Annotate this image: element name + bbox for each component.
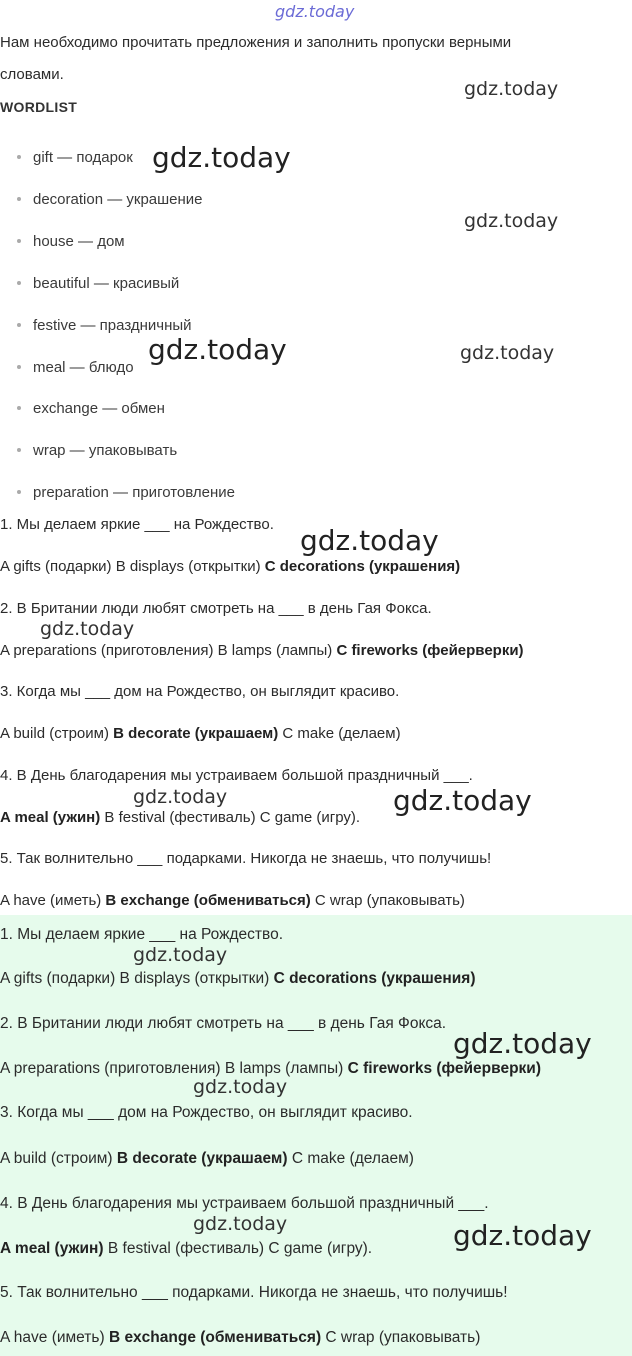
watermark-text: gdz.today (40, 618, 135, 640)
wordlist-item (17, 484, 235, 502)
options-text: A gifts (подарки) B displays (открытки) (0, 970, 274, 987)
options-text: C wrap (упаковывать) (310, 892, 465, 909)
bullet-icon (17, 365, 21, 369)
watermark-text: gdz.today (152, 141, 291, 174)
options-text: A build (строим) (0, 1150, 117, 1167)
options-text: A have (иметь) (0, 1329, 109, 1346)
wordlist-item (17, 149, 133, 167)
correct-answer: C decorations (украшения) (273, 970, 476, 987)
bullet-icon (17, 490, 21, 494)
wordlist-item-text: wrap — упаковывать (33, 442, 178, 459)
options-text: A build (строим) (0, 725, 114, 742)
watermark-text: gdz.today (133, 786, 228, 808)
question-text: 3. Когда мы ___ дом на Рождество, он выглядит красиво. (0, 1104, 413, 1121)
options-line (0, 642, 524, 660)
options-text: C make (делаем) (278, 725, 401, 742)
options-line (0, 1329, 480, 1347)
watermark-text: gdz.today (275, 2, 355, 21)
wordlist-item (17, 442, 177, 460)
options-text: A have (иметь) (0, 892, 106, 909)
watermark-text: gdz.today (464, 78, 559, 100)
options-line (0, 892, 465, 910)
question-text: 1. Мы делаем яркие ___ на Рождество. (0, 516, 274, 533)
question-text: 5. Так волнительно ___ подарками. Никогда не знаешь, что получишь! (0, 850, 492, 867)
options-line (0, 970, 476, 988)
options-line (0, 1150, 414, 1168)
options-text: B festival (фестиваль) C game (игру). (103, 1240, 373, 1257)
wordlist-item (17, 275, 179, 293)
correct-answer: C fireworks (фейерверки) (336, 642, 524, 659)
bullet-icon (17, 197, 21, 201)
watermark-text: gdz.today (193, 1213, 288, 1235)
wordlist-item (17, 400, 165, 418)
intro-line-2: словами. (0, 66, 64, 83)
correct-answer: C decorations (украшения) (264, 558, 461, 575)
wordlist-heading: WORDLIST (0, 99, 78, 115)
options-text: A preparations (приготовления) B lamps (лампы) (0, 1060, 348, 1077)
bullet-icon (17, 406, 21, 410)
bullet-icon (17, 281, 21, 285)
options-line (0, 558, 460, 576)
wordlist-item-text: festive — праздничный (33, 317, 192, 334)
question-text: 5. Так волнительно ___ подарками. Никогда не знаешь, что получишь! (0, 1284, 508, 1301)
watermark-text: gdz.today (300, 524, 439, 557)
wordlist-item (17, 359, 134, 377)
correct-answer: B exchange (обмениваться) (108, 1329, 322, 1346)
correct-answer: A meal (ужин) (0, 809, 101, 826)
watermark-text: gdz.today (393, 784, 532, 817)
wordlist-item-text: decoration — украшение (33, 191, 203, 208)
options-text: B festival (фестиваль) C game (игру). (100, 809, 361, 826)
options-text: A gifts (подарки) B displays (открытки) (0, 558, 265, 575)
bullet-icon (17, 239, 21, 243)
bullet-icon (17, 323, 21, 327)
bullet-icon (17, 448, 21, 452)
wordlist-item-text: beautiful — красивый (33, 275, 180, 292)
options-line (0, 809, 360, 827)
watermark-text: gdz.today (133, 944, 228, 966)
watermark-text: gdz.today (148, 333, 287, 366)
wordlist-item-text: meal — блюдо (33, 359, 134, 376)
wordlist-item-text: preparation — приготовление (33, 484, 235, 501)
watermark-text: gdz.today (453, 1219, 592, 1252)
question-text: 1. Мы делаем яркие ___ на Рождество. (0, 926, 283, 943)
wordlist-item (17, 317, 192, 335)
question-text: 4. В День благодарения мы устраиваем большой праздничный ___. (0, 767, 473, 784)
watermark-text: gdz.today (453, 1027, 592, 1060)
correct-answer: A meal (ужин) (0, 1240, 104, 1257)
wordlist-item-text: exchange — обмен (33, 400, 165, 417)
intro-line-1: Нам необходимо прочитать предложения и заполнить пропуски верными (0, 34, 512, 51)
correct-answer: C fireworks (фейерверки) (347, 1060, 541, 1077)
watermark-text: gdz.today (193, 1076, 288, 1098)
options-line (0, 1240, 372, 1258)
bullet-icon (17, 155, 21, 159)
correct-answer: B decorate (украшаем) (113, 725, 279, 742)
options-text: A preparations (приготовления) B lamps (лампы) (0, 642, 337, 659)
watermark-text: gdz.today (460, 342, 555, 364)
options-text: C make (делаем) (287, 1150, 414, 1167)
options-text: C wrap (упаковывать) (321, 1329, 481, 1346)
watermark-text: gdz.today (464, 210, 559, 232)
wordlist-item-text: gift — подарок (33, 149, 133, 166)
question-text: 3. Когда мы ___ дом на Рождество, он выглядит красиво. (0, 683, 400, 700)
wordlist-item-text: house — дом (33, 233, 125, 250)
options-line (0, 725, 401, 743)
question-text: 4. В День благодарения мы устраиваем большой праздничный ___. (0, 1195, 489, 1212)
question-text: 2. В Британии люди любят смотреть на ___ в день Гая Фокса. (0, 600, 432, 617)
correct-answer: B exchange (обмениваться) (105, 892, 311, 909)
correct-answer: B decorate (украшаем) (116, 1150, 288, 1167)
question-text: 2. В Британии люди любят смотреть на ___ в день Гая Фокса. (0, 1015, 447, 1032)
wordlist-item (17, 191, 203, 209)
wordlist-item (17, 233, 125, 251)
